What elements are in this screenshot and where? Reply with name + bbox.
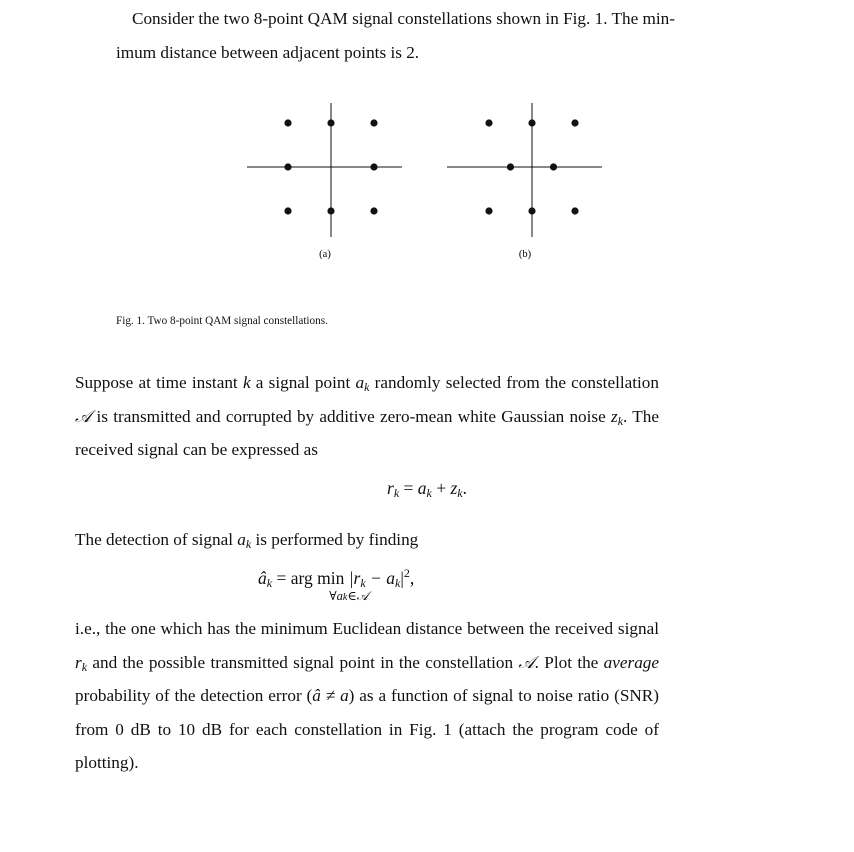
p4-condition: â ≠ a — [312, 686, 349, 706]
eq1-a: a — [417, 478, 427, 498]
eq2-abs-r: |r — [344, 568, 361, 588]
constellation-b-point-6 — [528, 207, 535, 214]
intro-line-1: Consider the two 8-point QAM signal constellations shown in Fig. 1. The min- — [132, 9, 675, 28]
p4-num-1: 1 — [443, 719, 452, 739]
p3-text-1: The detection of signal — [75, 530, 238, 549]
constellation-b-point-4 — [550, 163, 557, 170]
constellation-b-point-5 — [485, 207, 492, 214]
figure-caption: Fig. 1. Two 8-point QAM signal constellations. — [116, 315, 328, 327]
figure-1 — [0, 95, 854, 270]
p3-sub-k: k — [245, 537, 252, 551]
intro-line-2: imum distance between adjacent points is 2. — [116, 42, 420, 62]
p2-sub-k: k — [364, 380, 370, 394]
eq2-sub3: k — [394, 576, 401, 590]
eq1-period: . — [462, 478, 467, 498]
constellation-a-point-2 — [370, 119, 377, 126]
constellation-b-point-3 — [507, 163, 514, 170]
eq2-min-operator — [317, 568, 369, 603]
constellation-b-point-7 — [571, 207, 578, 214]
eq2-forall: ∀a — [329, 589, 343, 603]
figure-label-a: (a) — [319, 249, 331, 260]
p4-text-7: dB for each constellation in Fig. — [195, 719, 444, 739]
figure-label-b: (b) — [518, 249, 532, 260]
equation-detection — [258, 566, 415, 603]
p4-text-5: ) as a function of signal to noise ratio (SNR) from — [75, 686, 659, 739]
constellation-a-point-0 — [284, 119, 291, 126]
constellation-b — [447, 103, 602, 237]
eq2-equals-arg: = arg — [272, 568, 318, 588]
p4-text-3: . Plot the — [534, 652, 604, 672]
paragraph-detection — [75, 523, 659, 557]
eq2-ahat: â — [258, 568, 267, 588]
constellation-b-point-2 — [571, 119, 578, 126]
p2-var-a: a — [355, 373, 365, 392]
p4-text-2: and the possible transmitted signal point in the constellation — [87, 652, 519, 672]
constellation-b-point-0 — [485, 119, 492, 126]
eq2-min-subscript — [329, 588, 368, 604]
p2-var-k: k — [242, 373, 251, 392]
eq2-in-A: ∈𝒜 — [347, 589, 369, 603]
eq1-z: z — [450, 478, 458, 498]
paragraph-transmission — [75, 366, 659, 467]
equation-received-signal — [0, 478, 854, 499]
eq2-comma: , — [409, 568, 415, 588]
p4-num-0: 0 — [115, 719, 124, 739]
p2-text-4: is transmitted and corrupted by additive zero-mean white Gaussian noise — [91, 406, 611, 426]
eq2-abs-close: | — [400, 568, 404, 588]
eq2-sub1: k — [266, 576, 273, 590]
constellation-a-point-5 — [284, 207, 291, 214]
p4-text-1: i.e., the one which has the minimum Euclidean distance between the received signal — [75, 619, 659, 638]
p4-sub-k: k — [81, 659, 88, 674]
constellation-a-point-3 — [284, 163, 291, 170]
constellation-a-point-6 — [327, 207, 334, 214]
p4-num-10: 10 — [177, 719, 196, 739]
eq1-plus: + — [431, 478, 451, 498]
eq1-equals: = — [399, 478, 418, 498]
eq2-minus-a: − a — [365, 568, 395, 588]
p2-var-z: z — [611, 406, 618, 426]
paragraph-task — [75, 612, 659, 780]
eq1-sub3: k — [457, 486, 463, 500]
constellation-a-point-7 — [370, 207, 377, 214]
constellation-a-point-1 — [327, 119, 334, 126]
p2-text-3: randomly selected from the constellation — [369, 373, 659, 392]
eq1-sub1: k — [393, 486, 400, 500]
p4-average: average — [603, 652, 660, 672]
eq2-sub2: k — [360, 576, 366, 590]
eq2-square: 2 — [403, 566, 410, 580]
p2-text-2: a signal point — [250, 373, 356, 392]
p4-text-8: (attach the program code of plotting). — [75, 719, 659, 773]
eq1-sub2: k — [426, 486, 432, 500]
p2-text-1: Suppose at time instant — [75, 373, 243, 392]
p3-text-2: is performed by finding — [251, 530, 419, 549]
p4-var-r: r — [75, 652, 82, 672]
p2-sub-k2: k — [617, 413, 624, 428]
p4-set-A: 𝒜 — [518, 652, 535, 672]
p2-text-5: . The received signal can be expressed as — [75, 406, 659, 460]
intro-paragraph — [116, 2, 756, 69]
eq1-r: r — [387, 478, 394, 498]
constellation-a-point-4 — [370, 163, 377, 170]
p4-text-4: probability of the detection error ( — [75, 686, 313, 706]
eq2-min: min — [317, 568, 345, 588]
constellation-a — [247, 103, 402, 237]
p3-var-a: a — [237, 530, 246, 549]
p4-text-6: dB to — [123, 719, 178, 739]
constellation-b-point-1 — [528, 119, 535, 126]
eq2-under-k: k — [342, 592, 348, 603]
p2-set-A: 𝒜 — [75, 406, 92, 426]
